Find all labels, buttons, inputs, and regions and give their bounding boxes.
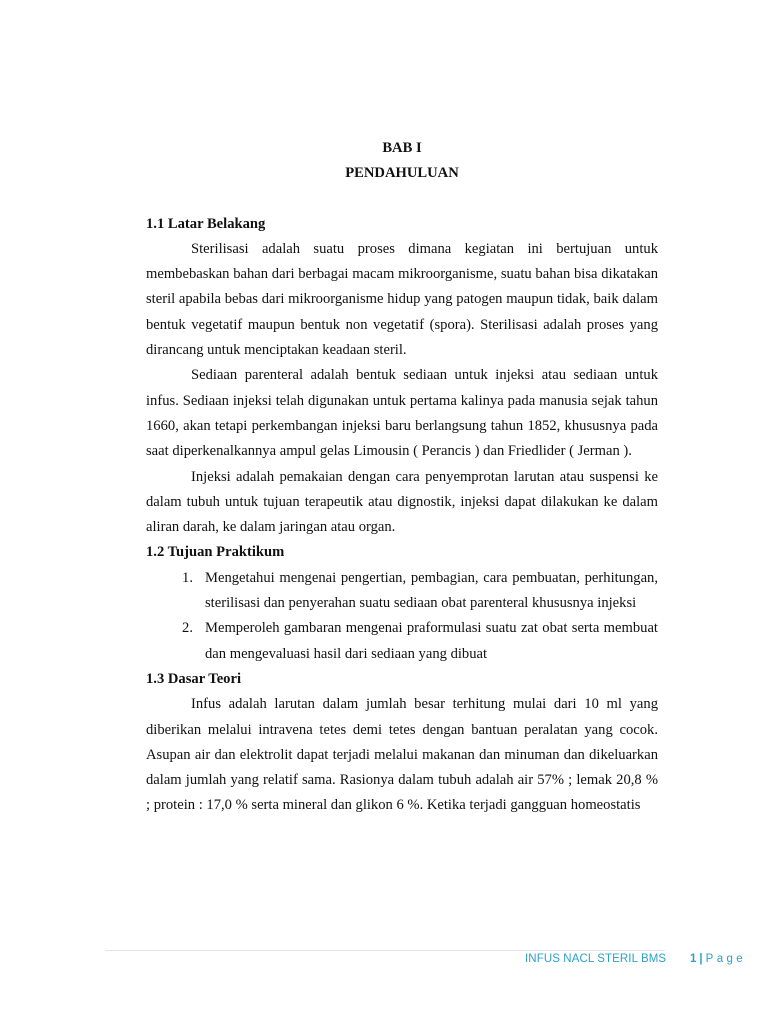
chapter-title: PENDAHULUAN bbox=[345, 165, 459, 182]
footer-document-title: INFUS NACL STERIL BMS bbox=[525, 953, 667, 965]
list-item bbox=[146, 616, 658, 667]
list-item-number: 2. bbox=[182, 620, 193, 637]
page-word: Page bbox=[705, 953, 747, 965]
paragraph: Sterilisasi adalah suatu proses dimana kegiatan ini bertujuan untuk membebaskan bahan dari berbagai macam mikroorganisme, suatu bahan bisa dikatakan steril apabila bebas dari mikroorganisme hidup yang patogen maupun tidak, baik dalam bentuk vegetatif maupun bentuk non vegetatif (spora). Sterilisasi adalah proses yang dirancang untuk menciptakan keadaan steril. bbox=[146, 240, 658, 359]
list-item-text: Memperoleh gambaran mengenai praformulasi suatu zat obat serta membuat dan mengevaluasi hasil dari sediaan yang dibuat bbox=[205, 620, 658, 662]
paragraph: Injeksi adalah pemakaian dengan cara penyemprotan larutan atau suspensi ke dalam tubuh untuk tujuan terapeutik atau dignostik, injeksi dapat dilakukan ke dalam aliran darah, ke dalam jaringan atau organ. bbox=[146, 468, 658, 536]
page-content bbox=[146, 136, 658, 819]
chapter-label: BAB I bbox=[382, 140, 422, 156]
section-heading-latar-belakang: 1.1 Latar Belakang bbox=[146, 215, 266, 232]
page-separator: | bbox=[699, 953, 703, 965]
paragraph: Sediaan parenteral adalah bentuk sediaan untuk injeksi atau sediaan untuk infus. Sediaan injeksi telah digunakan untuk pertama kalinya pada manusia sejak tahun 1660, akan tetapi perkembangan injeksi baru berlangsung tahun 1852, khususnya pada saat diperkenalkannya ampul gelas Limousin ( Perancis ) dan Friedlider ( Jerman ). bbox=[146, 367, 658, 460]
list-item-text: Mengetahui mengenai pengertian, pembagian, cara pembuatan, perhitungan, sterilisasi dan penyerahan suatu sediaan obat parenteral khususnya injeksi bbox=[205, 569, 658, 612]
footer-page-number bbox=[690, 951, 746, 967]
list-item bbox=[146, 566, 658, 617]
section-heading-dasar-teori: 1.3 Dasar Teori bbox=[146, 670, 242, 687]
page-number: 1 bbox=[690, 953, 697, 965]
paragraph: Infus adalah larutan dalam jumlah besar terhitung mulai dari 10 ml yang diberikan melalui intravena tetes demi tetes dengan bantuan peralatan yang cocok. Asupan air dan elektrolit dapat terjadi melalui makanan dan minuman dan dikeluarkan dalam jumlah yang relatif sama. Rasionya dalam tubuh adalah air 57% ; lemak 20,8 % ; protein : 17,0 % serta mineral dan glikon 6 %. Ketika terjadi gangguan homeostatis bbox=[146, 696, 658, 814]
section-heading-tujuan-praktikum: 1.2 Tujuan Praktikum bbox=[146, 544, 285, 561]
list-item-number: 1. bbox=[182, 569, 193, 586]
objectives-list bbox=[146, 566, 658, 667]
